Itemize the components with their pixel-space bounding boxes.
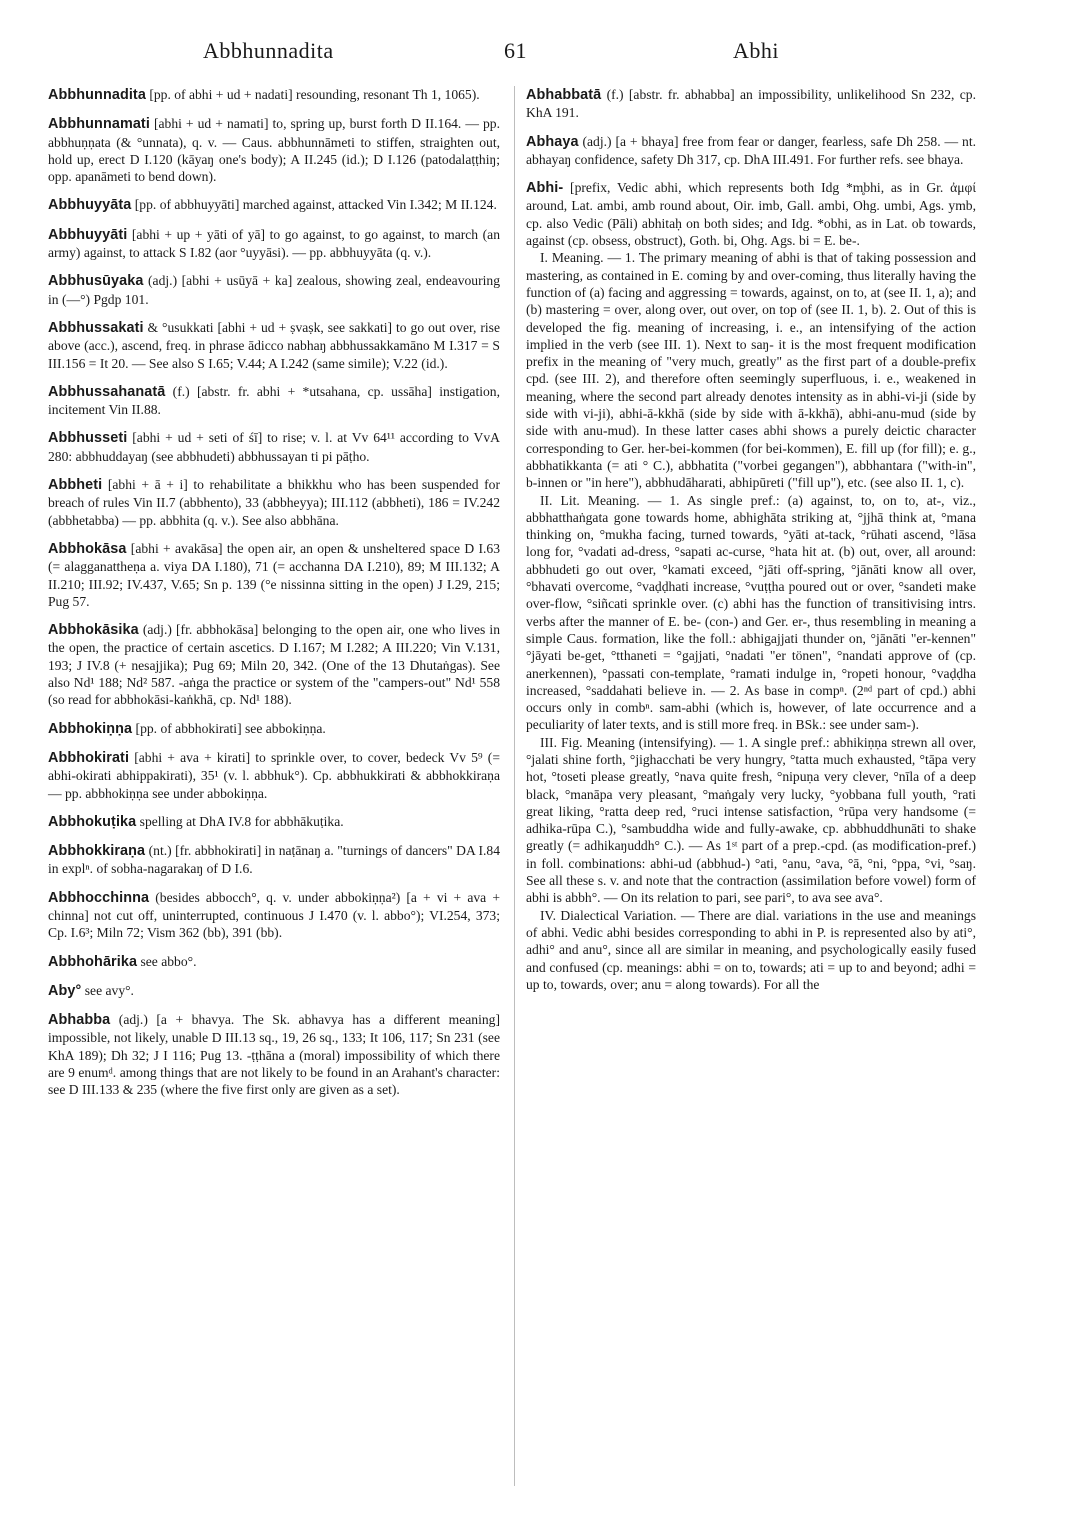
entry-headword: Abhabba xyxy=(48,1012,111,1029)
entry-headword: Abbhocchinna xyxy=(48,889,150,906)
dictionary-entry xyxy=(48,842,500,878)
running-head xyxy=(48,38,1028,66)
entry-paragraph xyxy=(48,953,500,971)
column-divider xyxy=(514,86,515,1486)
entry-headword: Abbhohārika xyxy=(48,953,138,970)
entry-paragraph xyxy=(48,86,500,104)
entry-definition: (adj.) [a + bhaya] free from fear or danger, fearless, safe Dh 258. — nt. abhayaŋ confidence, safety Dh 317, cp. DhA III.491. For further refs. see bhaya. xyxy=(526,133,976,167)
entry-paragraph xyxy=(48,720,500,738)
entry-paragraph xyxy=(48,540,500,610)
entry-headword: Abhabbatā xyxy=(526,87,602,103)
entry-paragraph xyxy=(48,842,500,878)
sense-paragraph: II. Lit. Meaning. — 1. As single pref.: (a) against, to, on to, at-, viz., abbhatthaṅgata gone towards home, abhighāta striking at, °jjhā think at, °mana thinking on, °mukha facing, turned towards, °yāti at-tack, °rūhati ascend, °lāsa long for, °vadati ad-dress, °sapati ac-curse, °hata hit at. (b) out, over, all around: abbhudeti go out over, °kamati exceed, °jāti off-spring, °jānāti know all over, °bhavati overcome, °vaḍḍhati increase, °vuṭṭha poured out or over, °sandeti make over-flow, °siñcati sprinkle over. (c) abhi has the function of transitivising intrs. verbs after the manner of E. be- (con-) and Ger. er-, thus resembling in meaning a simple Caus. formation, like the foll.: abhigajjati thunder on, °jānāti "er-kennen" °jāyati be-get, °tthaneti = °gajjati, °nadati "er tönen", °nandati approve of (cp. anerkennen), °passati con-template, °ramati indulge in, °ropeti honour, °vaḍḍha increased, °saddahati believe in. — 2. As base in compⁿ. (2ⁿᵈ part of cpd.) abhi occurs only in combⁿ. sam-abhi (which is, however, of late occurrence and a peculiarity of later texts, and is still more freq. in BSk.: see under sam-). xyxy=(526,492,976,733)
dictionary-entry xyxy=(48,272,500,308)
entry-headword: Abbhokāsika xyxy=(48,622,139,639)
entry-paragraph xyxy=(48,272,500,308)
sense-paragraph: IV. Dialectical Variation. — There are dial. variations in the use and meanings of abhi. Vedic abhi besides corresponding to abhi in P. is represented also by ati°, adhi° and anu°, since all are similar in meaning, and psychologically easily fused and confused (cp. meanings: abhi = on to, towards; ati = up to and beyond; adhi = up to, towards, over; anu = along towards). For all the xyxy=(526,907,976,992)
entry-paragraph xyxy=(48,383,500,419)
dictionary-entry xyxy=(526,179,976,993)
entry-definition: [abhi + up + yāti of yā] to go against, to go against, to march (an army) against, to attack S I.82 (aor °uyyāsi). — pp. abbhuyyāta (q. v.). xyxy=(48,226,500,261)
entry-definition: see avy°. xyxy=(81,982,134,998)
entry-paragraph xyxy=(48,429,500,465)
entry-paragraph xyxy=(526,133,976,169)
dictionary-entry xyxy=(48,982,500,1000)
dictionary-entry xyxy=(48,813,500,831)
dictionary-entry xyxy=(48,540,500,610)
dictionary-entry xyxy=(48,383,500,419)
entry-paragraph xyxy=(526,179,976,249)
entry-definition: [abhi + ud + namati] to, spring up, burst forth D II.164. — pp. abbhuṇṇata (& °unnata), q. v. — Caus. abbhunnāmeti to stiffen, straighten out, hold up, erect D I.120 (kāyaŋ one's body); A II.245 (id.); D I.126 (patodalaṭṭhiŋ; opp. apanāmeti to bend down). xyxy=(48,116,500,185)
entry-headword: Abbhunnadita xyxy=(48,87,146,103)
entry-headword: Abbhunnamati xyxy=(48,116,150,133)
dictionary-entry xyxy=(48,226,500,262)
entry-paragraph xyxy=(48,813,500,831)
entry-paragraph xyxy=(48,196,500,214)
header-left-guideword: Abbhunnadita xyxy=(203,38,334,63)
left-column xyxy=(48,86,500,1110)
entry-headword: Abhi- xyxy=(526,180,564,197)
dictionary-entry xyxy=(48,196,500,214)
entry-headword: Abbhokuṭika xyxy=(48,813,137,830)
page-number: 61 xyxy=(504,38,527,63)
header-right-guideword: Abhi xyxy=(733,38,779,63)
entry-headword: Abbhuyyāti xyxy=(48,226,128,243)
dictionary-entry xyxy=(48,749,500,802)
dictionary-entry xyxy=(48,319,500,372)
entry-headword: Abbhuyyāta xyxy=(48,197,132,214)
dictionary-entry xyxy=(48,889,500,942)
entry-definition: spelling at DhA IV.8 for abbhākuṭika. xyxy=(136,813,344,829)
entry-headword: Abbhusūyaka xyxy=(48,273,144,290)
entry-definition: see abbo°. xyxy=(137,953,197,969)
entry-headword: Abbhussakati xyxy=(48,319,144,336)
dictionary-entry xyxy=(526,133,976,169)
entry-headword: Abbhokkiraṇa xyxy=(48,843,146,860)
dictionary-entry xyxy=(48,621,500,708)
entry-paragraph xyxy=(48,226,500,262)
entry-definition: [abhi + ā + i] to rehabilitate a bhikkhu who has been suspended for breach of rules Vin II.7 (abbhento), 33 (abbheyya); III.112 (abbheti), 186 = IV.242 (abbhetabba) — pp. abbhita (q. v.). See also abbhāna. xyxy=(48,477,500,528)
entry-paragraph xyxy=(48,982,500,1000)
entry-definition: (adj.) [fr. abbhokāsa] belonging to the open air, one who lives in the open, the practice of certain ascetics. D I.167; M I.282; A III.220; Vin V.131, 193; J IV.8 (+ nesajjika); Pug 69; Miln 20, 342. (One of the 13 Dhutaṅgas). See also Nd¹ 188; Nd² 587. -aṅga the practice or system of the "campers-out" Nd¹ 558 (so read for abbhokāsi-kaṅkhā, cp. Nd¹ 188). xyxy=(48,622,500,708)
dictionary-entry xyxy=(48,115,500,185)
entry-definition: [prefix, Vedic abhi, which represents both Idg *m̥bhi, as in Gr. ἀμφί around, Lat. ambi, amb round about, Oir. imb, Gall. ambi, Ohg. umbi, Ags. ymb, cp. also Vedic (Pāli) abhitaḥ on both sides; and Idg. *obhi, as in Lat. ob towards, against (cp. obsess, obstruct), Goth. bi, Ohg. Ags. bi = E. be-. xyxy=(526,180,976,249)
entry-definition: [abhi + ava + kirati] to sprinkle over, to cover, bedeck Vv 5⁹ (= abhi-okirati abhippakirati), 35¹ (v. l. abbhuk°). Cp. abbhukkirati & abbhokkiraṇa — pp. abbhokiṇṇa see under abbokiṇṇa. xyxy=(48,749,500,801)
entry-headword: Abbhokirati xyxy=(48,749,130,766)
entry-paragraph xyxy=(48,115,500,185)
entry-definition: [pp. of abbhokirati] see abbokiṇṇa. xyxy=(132,720,326,736)
entry-headword: Aby° xyxy=(48,982,82,999)
entry-definition: [abhi + ud + seti of śī] to rise; v. l. at Vv 64¹¹ according to VvA 280: abbhuddayaŋ (see abbhudeti) abbhussayan ti pi pāṭho. xyxy=(48,430,500,464)
entry-paragraph xyxy=(48,749,500,802)
entry-definition: (nt.) [fr. abbhokirati] in naṭānaŋ a. "turnings of dancers" DA I.84 in explⁿ. of sobha-nagarakaŋ of D I.6. xyxy=(48,843,500,877)
entry-definition: [pp. of abbhuyyāti] marched against, attacked Vin I.342; M II.124. xyxy=(131,197,497,213)
entry-headword: Abbheti xyxy=(48,477,103,494)
entry-paragraph xyxy=(48,621,500,708)
entry-headword: Abbhussahanatā xyxy=(48,383,166,400)
entry-paragraph xyxy=(48,319,500,372)
dictionary-entry xyxy=(48,1011,500,1098)
dictionary-entry xyxy=(48,476,500,529)
entry-headword: Abbhokāsa xyxy=(48,540,127,557)
entry-definition: [abhi + avakāsa] the open air, an open & unsheltered space D I.63 (= alagganattheṇa a. viya DA I.180), 71 (= acchanna DA I.210), 89; M III.132; A II.210; III.92; IV.437, V.65; Sn p. 139 (°e nissinna sitting in the open) J I.29, 215; Pug 57. xyxy=(48,540,500,609)
entry-paragraph xyxy=(526,86,976,122)
entry-definition: (f.) [abstr. fr. abhabba] an impossibility, unlikelihood Sn 232, cp. KhA 191. xyxy=(526,87,976,121)
dictionary-entry xyxy=(48,953,500,971)
entry-paragraph xyxy=(48,1011,500,1098)
entry-definition: (adj.) [abhi + usūyā + ka] zealous, showing zeal, endeavouring in (—°) Pgdp 101. xyxy=(48,273,500,307)
entry-headword: Abbhokiṇṇa xyxy=(48,720,133,737)
dictionary-entry xyxy=(48,429,500,465)
sense-paragraph: III. Fig. Meaning (intensifying). — 1. A single pref.: abhikiṇṇa strewn all over, °jalati shine forth, °jighacchati be very hungry, °tatta much exhausted, °tāpa very hot, °toseti please greatly, °nava quite fresh, °nipuṇa very clever, °nīla of a deep black, °manāpa very pleasant, °maṅgaly very lucky, °yobbana full youth, °rati great liking, °ratta deep red, °ruci intense satisfaction, °rūpa very handsome (= adhika-rūpa C.), °sambuddha wide and fully-awake, cp. abbhuddhunāti to shake greatly (= adhikaŋuddh° C.). — As 1ˢᵗ part of a prep.-cpd. (as modification-pref.) in foll. combinations: abhi-ud (abbhud-) °ati, °anu, °ava, °ā, °ni, °ppa, °vi, °saŋ. See all these s. v. and note that the contraction (assimilation before vowel) form of abhi is abbh°. — On its relation to pari, see pari°, to ava see ava°. xyxy=(526,734,976,906)
entry-definition: (besides abbocch°, q. v. under abbokiṇṇa²) [a + vi + ava + chinna] not cut off, uninterrupted, continuous J I.470 (v. l. abbo°); VI.254, 373; Cp. I.6³; Miln 72; Vism 362 (bb), 391 (bb). xyxy=(48,889,500,941)
dictionary-entry xyxy=(526,86,976,122)
entry-paragraph xyxy=(48,476,500,529)
dictionary-entry xyxy=(48,86,500,104)
right-column xyxy=(526,86,976,1004)
entry-paragraph xyxy=(48,889,500,942)
sense-paragraph: I. Meaning. — 1. The primary meaning of abhi is that of taking possession and mastering, as contained in E. coming by and over-coming, thus literally having the function of (a) facing and aggressing = towards, against, on to, at (see II. 1, a); and (b) mastering = over, along over, out over, on top of (see II. 1, b). 2. Out of this is developed the fig. meaning of increasing, i. e., an intensifying of the action implied in the verb (see III. 1). Next to saŋ- it is the most frequent modification prefix in the meaning of "very much, greatly" as the first part of a double-prefix cpd. (see III. 2), and therefore often seemingly superfluous, i. e., weakened in meaning, where the second part already denotes intensity as in abhi-vi-ji (side by side with vi-ji), abhi-ā-kkhā (side by side with ā-kkhā), abhi-anu-mud (side by side with anu-mud). In these latter cases abhi shows a purely deictic character corresponding to Ger. her-bei-kommen (for bei-kommen), E. fill up (for fill); e. g., abbhatikkanta (= ati ° C.), abbhatita ("vorbei gegangen"), abbhantara ("with-in", b-innen or "in here"), abbhudāharati, abhipūreti ("fill up"), etc. (see also II. 1, c). xyxy=(526,250,976,491)
dictionary-entry xyxy=(48,720,500,738)
entry-definition: & °usukkati [abhi + ud + ṣvaṣk, see sakkati] to go out over, rise above (acc.), ascend, freq. in phrase ādicco nabhaŋ abbhussakkamāno M I.317 = S III.156 = It 20. — See also S I.65; V.44; A I.242 (same simile); V.22 (id.). xyxy=(48,319,500,371)
entry-headword: Abhaya xyxy=(526,133,579,150)
entry-headword: Abbhusseti xyxy=(48,430,128,447)
entry-definition: (adj.) [a + bhavya. The Sk. abhavya has a different meaning] impossible, not likely, unable D III.13 sq., 19, 26 sq., 133; It 106, 117; Sn 231 (see KhA 189); Dh 32; J I 116; Pug 13. -ṭṭhāna a (moral) impossibility of which there are 9 enumᵈ. among things that are not likely to be found in an Arahant's character: see D III.133 & 235 (where the five first only are given as a set). xyxy=(48,1012,500,1098)
entry-definition: [pp. of abhi + ud + nadati] resounding, resonant Th 1, 1065). xyxy=(145,87,480,102)
entry-definition: (f.) [abstr. fr. abhi + *utsahana, cp. ussāha] instigation, incitement Vin II.88. xyxy=(48,383,500,418)
